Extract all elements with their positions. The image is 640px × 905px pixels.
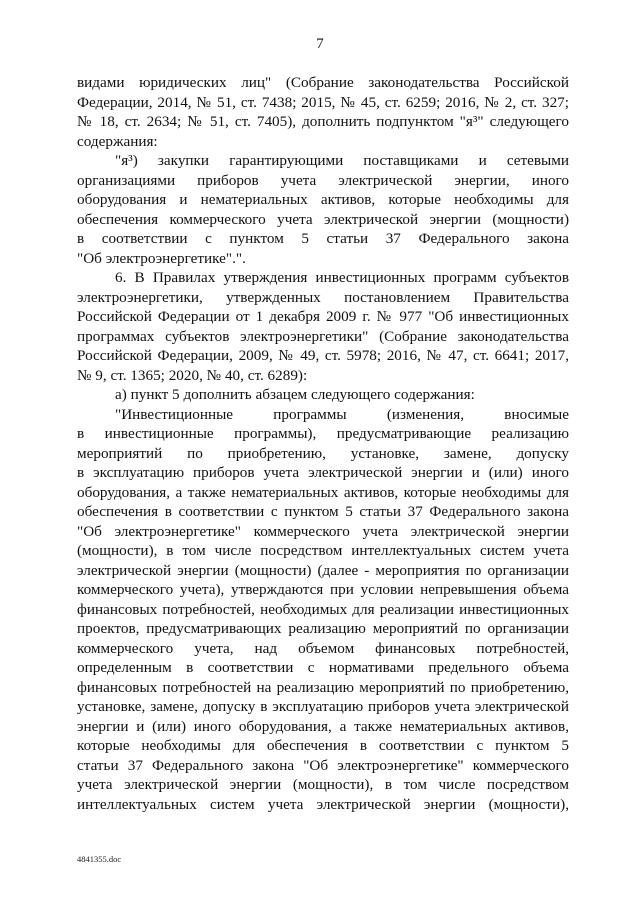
text-line: содержания: xyxy=(77,132,158,150)
text-line: а) пункт 5 дополнить абзацем следующего содержания: xyxy=(115,386,475,403)
text-line: коммерческого учета), утверждаются при условии непревышения объема xyxy=(77,581,569,598)
page-number: 7 xyxy=(316,36,324,52)
document-body xyxy=(77,73,569,814)
text-line: проектов, предусматривающих реализацию мероприятий по организации xyxy=(77,620,569,637)
text-line: оборудования и нематериальных активов, которые необходимы для xyxy=(77,191,569,208)
text-line: Российской Федерации, 2009, № 49, ст. 5978; 2016, № 47, ст. 6641; 2017, xyxy=(77,347,569,364)
text-line: № 18, ст. 2634; № 51, ст. 7405), дополнить подпунктом "я³" следующего xyxy=(77,113,569,130)
text-line: (мощности), в том числе посредством интеллектуальных систем учета xyxy=(77,542,569,559)
text-line: установке, замене, допуску в эксплуатацию приборов учета электрической xyxy=(77,698,569,715)
text-line: мероприятий по приобретению, установке, замене, допуску xyxy=(77,444,569,462)
text-line: "Об электроэнергетике" коммерческого учета электрической энергии xyxy=(77,522,569,540)
text-line: энергии и (или) иного оборудования, а также нематериальных активов, xyxy=(77,717,569,735)
text-line: электроэнергетики, утвержденных постановлением Правительства xyxy=(77,288,569,306)
text-line: 6. В Правилах утверждения инвестиционных программ субъектов xyxy=(115,269,569,286)
text-line: оборудования, а также нематериальных активов, которые необходимы для xyxy=(77,483,569,501)
text-line: коммерческого учета, над объемом финансовых потребностей, xyxy=(77,639,569,657)
text-line: видами юридических лиц" (Собрание законодательства Российской xyxy=(77,74,569,91)
text-line: определенным в соответствии с нормативами предельного объема xyxy=(77,659,569,676)
text-line: обеспечения в соответствии с пунктом 5 статьи 37 Федерального закона xyxy=(77,503,569,520)
text-line: № 9, ст. 1365; 2020, № 40, ст. 6289): xyxy=(77,366,308,384)
text-line: в соответствии с пунктом 5 статьи 37 Федерального закона xyxy=(77,230,569,247)
text-line: Российской Федерации от 1 декабря 2009 г. № 977 "Об инвестиционных xyxy=(77,308,569,325)
text-line: программах субъектов электроэнергетики" (Собрание законодательства xyxy=(77,327,569,345)
text-line: в эксплуатацию приборов учета электрической энергии и (или) иного xyxy=(77,464,569,481)
text-line: Федерации, 2014, № 51, ст. 7438; 2015, № 45, ст. 6259; 2016, № 2, ст. 327; xyxy=(77,93,569,111)
text-line: организациями приборов учета электрической энергии, иного xyxy=(77,171,569,189)
document-file-code: 4841355.doc xyxy=(77,854,122,864)
text-line: электрической энергии (мощности) (далее - мероприятия по организации xyxy=(77,561,569,579)
text-line: статьи 37 Федерального закона "Об электроэнергетике" коммерческого xyxy=(77,756,569,774)
text-line: "я³) закупки гарантирующими поставщиками и сетевыми xyxy=(115,152,569,169)
text-line: финансовых потребностей, необходимых для реализации инвестиционных xyxy=(77,600,569,618)
text-line: обеспечения коммерческого учета электрической энергии (мощности) xyxy=(77,210,569,228)
text-line: "Инвестиционные программы (изменения, вносимые xyxy=(115,405,569,423)
text-line: учета электрической энергии (мощности), в том числе посредством xyxy=(77,776,569,793)
text-line: в инвестиционные программы), предусматривающие реализацию xyxy=(77,425,569,442)
text-line: финансовых потребностей на реализацию мероприятий по приобретению, xyxy=(77,678,569,696)
text-line: которые необходимы для обеспечения в соответствии с пунктом 5 xyxy=(77,737,569,754)
text-line: интеллектуальных систем учета электрической энергии (мощности), xyxy=(77,795,569,813)
text-line: "Об электроэнергетике".". xyxy=(77,249,246,267)
